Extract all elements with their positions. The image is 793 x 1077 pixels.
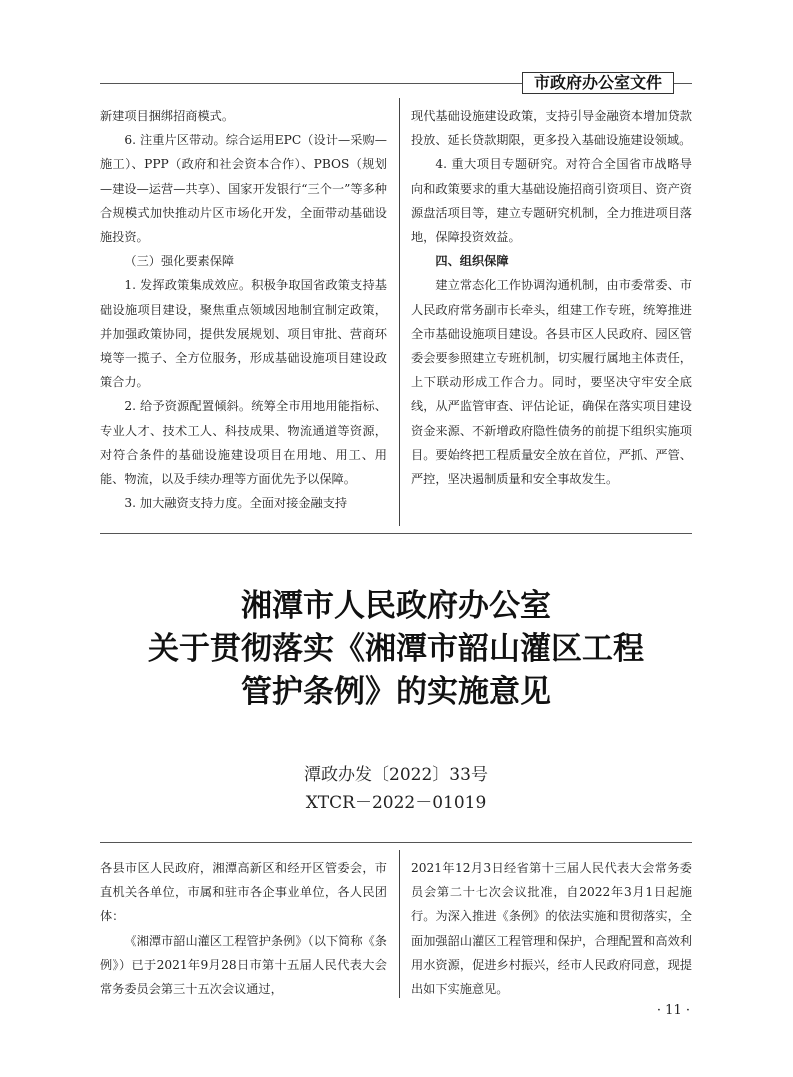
top-right-column <box>411 104 692 491</box>
document-code: XTCR－2022－01019 <box>305 793 487 813</box>
document-number: 潭政办发〔2022〕33号 <box>304 765 488 785</box>
section-heading: （三）强化要素保障 <box>124 254 235 269</box>
column-divider <box>399 850 400 998</box>
top-left-column <box>100 104 387 515</box>
bottom-right-column <box>411 856 692 1001</box>
body-rule <box>100 842 692 843</box>
paragraph: 4. 重大项目专题研究。对符合全国省市战略导向和政策要求的重大基础设施招商引资项目、资产资源盘活项目等，建立专题研究机制，全力推进项目落地，保障投资效益。 <box>411 157 692 245</box>
paragraph: 2. 给予资源配置倾斜。统筹全市用地用能指标、专业人才、技术工人、科技成果、物流通道等资源，对符合条件的基础设施建设项目在用地、用工、用能、物流，以及手续办理等方面优先予以保障。 <box>100 399 387 487</box>
paragraph: 《湘潭市韶山灌区工程管护条例》（以下简称《条例》）已于2021年9月28日市第十五届人民代表大会常务委员会第三十五次会议通过， <box>100 933 387 997</box>
section-rule <box>100 533 692 534</box>
paragraph: 现代基础设施建设政策，支持引导金融资本增加贷款投放、延长贷款期限，更多投入基础设施建设领域。 <box>411 109 692 148</box>
bottom-left-column <box>100 856 387 1001</box>
paragraph: 新建项目捆绑招商模式。 <box>100 109 235 123</box>
section-label: 市政府办公室文件 <box>522 72 674 94</box>
document-title <box>100 585 692 714</box>
paragraph: 2021年12月3日经省第十三届人民代表大会常务委员会第二十七次会议批准，自2022年3月1日起施行。为深入推进《条例》的依法实施和贯彻落实，全面加强韶山灌区工程管理和保护，合理配置和高效利用水资源，促进乡村振兴，经市人民政府同意，现提出如下实施意见。 <box>411 861 692 997</box>
paragraph: 各县市区人民政府，湘潭高新区和经开区管委会，市直机关各单位，市属和驻市各企事业单位，各人民团体： <box>100 861 387 924</box>
page-number: · 11 · <box>656 1003 690 1018</box>
column-divider <box>399 98 400 526</box>
paragraph: 建立常态化工作协调沟通机制，由市委常委、市人民政府常务副市长牵头，组建工作专班，统筹推进全市基础设施项目建设。各县市区人民政府、园区管委会要参照建立专班机制，切实履行属地主体责任，上下联动形成工作合力。同时，要坚决守牢安全底线，从严监管审查、评估论证，确保在落实项目建设资金来源、不新增政府隐性债务的前提下组织实施项目。要始终把工程质量安全放在首位，严抓、严管、严控，坚决遏制质量和安全事故发生。 <box>411 278 692 487</box>
title-line: 湘潭市人民政府办公室 <box>241 588 551 624</box>
title-line: 关于贯彻落实《湘潭市韶山灌区工程 <box>148 631 644 667</box>
title-line: 管护条例》的实施意见 <box>241 674 551 710</box>
paragraph: 3. 加大融资支持力度。全面对接金融支持 <box>124 496 348 511</box>
paragraph: 6. 注重片区带动。综合运用EPC（设计—采购—施工）、PPP（政府和社会资本合作）、PBOS（规划—建设—运营—共享）、国家开发银行“三个一”等多种合规模式加快推动片区市场化开发，全面带动基础设施投资。 <box>100 133 387 245</box>
section-heading: 四、组织保障 <box>435 254 509 269</box>
paragraph: 1. 发挥政策集成效应。积极争取国省政策支持基础设施项目建设，聚焦重点领域因地制宜制定政策，并加强政策协同，提供发展规划、项目审批、营商环境等一揽子、全方位服务，形成基础设施项目建设政策合力。 <box>100 278 387 390</box>
